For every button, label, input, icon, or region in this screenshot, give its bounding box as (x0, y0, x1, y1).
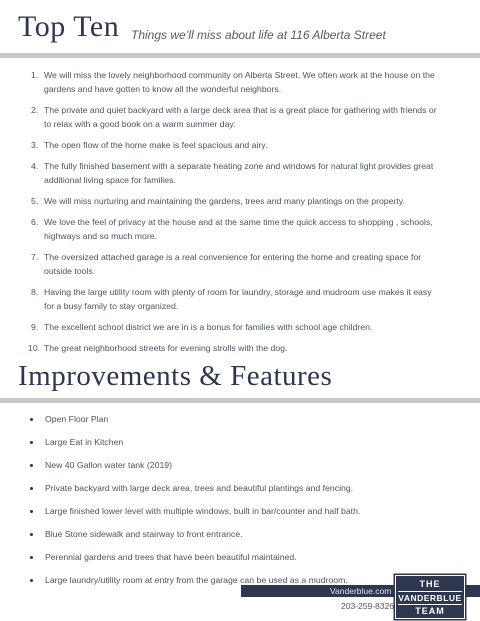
list-item (28, 459, 448, 471)
item-number: 2. (31, 105, 39, 115)
bullet-icon (30, 464, 33, 467)
list-item (28, 436, 448, 448)
bullet-icon (30, 441, 33, 444)
list-item (18, 103, 444, 131)
list-item (18, 215, 444, 243)
list-item (18, 159, 444, 187)
section-heading: Improvements & Features (18, 360, 333, 392)
bullet-icon (30, 579, 33, 582)
item-number: 4. (31, 161, 39, 171)
website-link[interactable]: Vanderblue.com (330, 586, 392, 596)
bullet-icon (30, 556, 33, 559)
bullet-icon (30, 418, 33, 421)
features-list (28, 413, 448, 597)
item-text: Large laundry/utility room at entry from the garage can be used as a mudroom. (45, 575, 348, 585)
item-text: Blue Stone sidewalk and stairway to front entrance. (45, 529, 243, 539)
item-number: 6. (31, 217, 39, 227)
list-item (18, 138, 444, 152)
list-item (18, 250, 444, 278)
top-ten-list (18, 68, 444, 362)
item-text: The oversized attached garage is a real convenience for entering the home and creating space for outside tools. (44, 252, 422, 276)
list-item (28, 413, 448, 425)
list-item (28, 528, 448, 540)
list-item (18, 320, 444, 334)
item-text: The great neighborhood streets for evening strolls with the dog. (44, 343, 288, 353)
divider (0, 398, 480, 403)
bullet-icon (30, 487, 33, 490)
logo-line-1: THE (419, 579, 441, 589)
list-item (18, 285, 444, 313)
vanderblue-team-logo (395, 575, 465, 619)
item-text: Private backyard with large deck area, trees and beautiful plantings and fencing. (45, 483, 354, 493)
item-text: Open Floor Plan (45, 414, 109, 424)
divider (0, 53, 480, 58)
list-item (28, 551, 448, 563)
item-number: 8. (31, 287, 39, 297)
bullet-icon (30, 510, 33, 513)
item-text: New 40 Gallon water tank (2019) (45, 460, 172, 470)
item-text: The private and quiet backyard with a large deck area that is a great place for gathering with friends or to relax with a good book on a warm summer day. (44, 105, 437, 129)
item-number: 10. (28, 343, 41, 353)
bullet-icon (30, 533, 33, 536)
item-number: 5. (31, 196, 39, 206)
page-header (18, 10, 478, 50)
item-text: Having the large utility room with plenty of room for laundry, storage and mudroom use makes it easy for a busy family to stay organized. (44, 287, 432, 311)
item-number: 7. (31, 252, 39, 262)
logo-line-3: TEAM (415, 606, 445, 616)
logo-line-2: VANDERBLUE (398, 593, 462, 603)
item-text: We will miss nurturing and maintaining the gardens, trees and many plantings on the property. (44, 196, 405, 206)
page-title: Top Ten (18, 10, 120, 43)
phone-number: 203-259-8326 (341, 601, 394, 611)
item-text: Perennial gardens and trees that have been beautiful maintained. (45, 552, 297, 562)
page-subtitle: Things we’ll miss about life at 116 Alberta Street (131, 28, 386, 42)
item-text: We love the feel of privacy at the house and at the same time the quick access to shopping , schools, highways and so much more. (44, 217, 433, 241)
list-item (18, 68, 444, 96)
item-text: The excellent school district we are in is a bonus for families with school age children. (44, 322, 373, 332)
list-item (28, 482, 448, 494)
item-number: 3. (31, 140, 39, 150)
list-item (18, 341, 444, 355)
item-text: We will miss the lovely neighborhood community on Alberta Street. We often work at the house on the gardens and have gotten to know all the wonderful neighbors. (44, 70, 435, 94)
item-number: 1. (31, 70, 39, 80)
list-item (18, 194, 444, 208)
list-item (28, 505, 448, 517)
item-number: 9. (31, 322, 39, 332)
item-text: Large Eat in Kitchen (45, 437, 124, 447)
item-text: The open flow of the home make is feel spacious and airy. (44, 140, 268, 150)
item-text: The fully finished basement with a separate heating zone and windows for natural light provides great additional living space for families. (44, 161, 434, 185)
item-text: Large finished lower level with multiple windows, built in bar/counter and half bath. (45, 506, 361, 516)
